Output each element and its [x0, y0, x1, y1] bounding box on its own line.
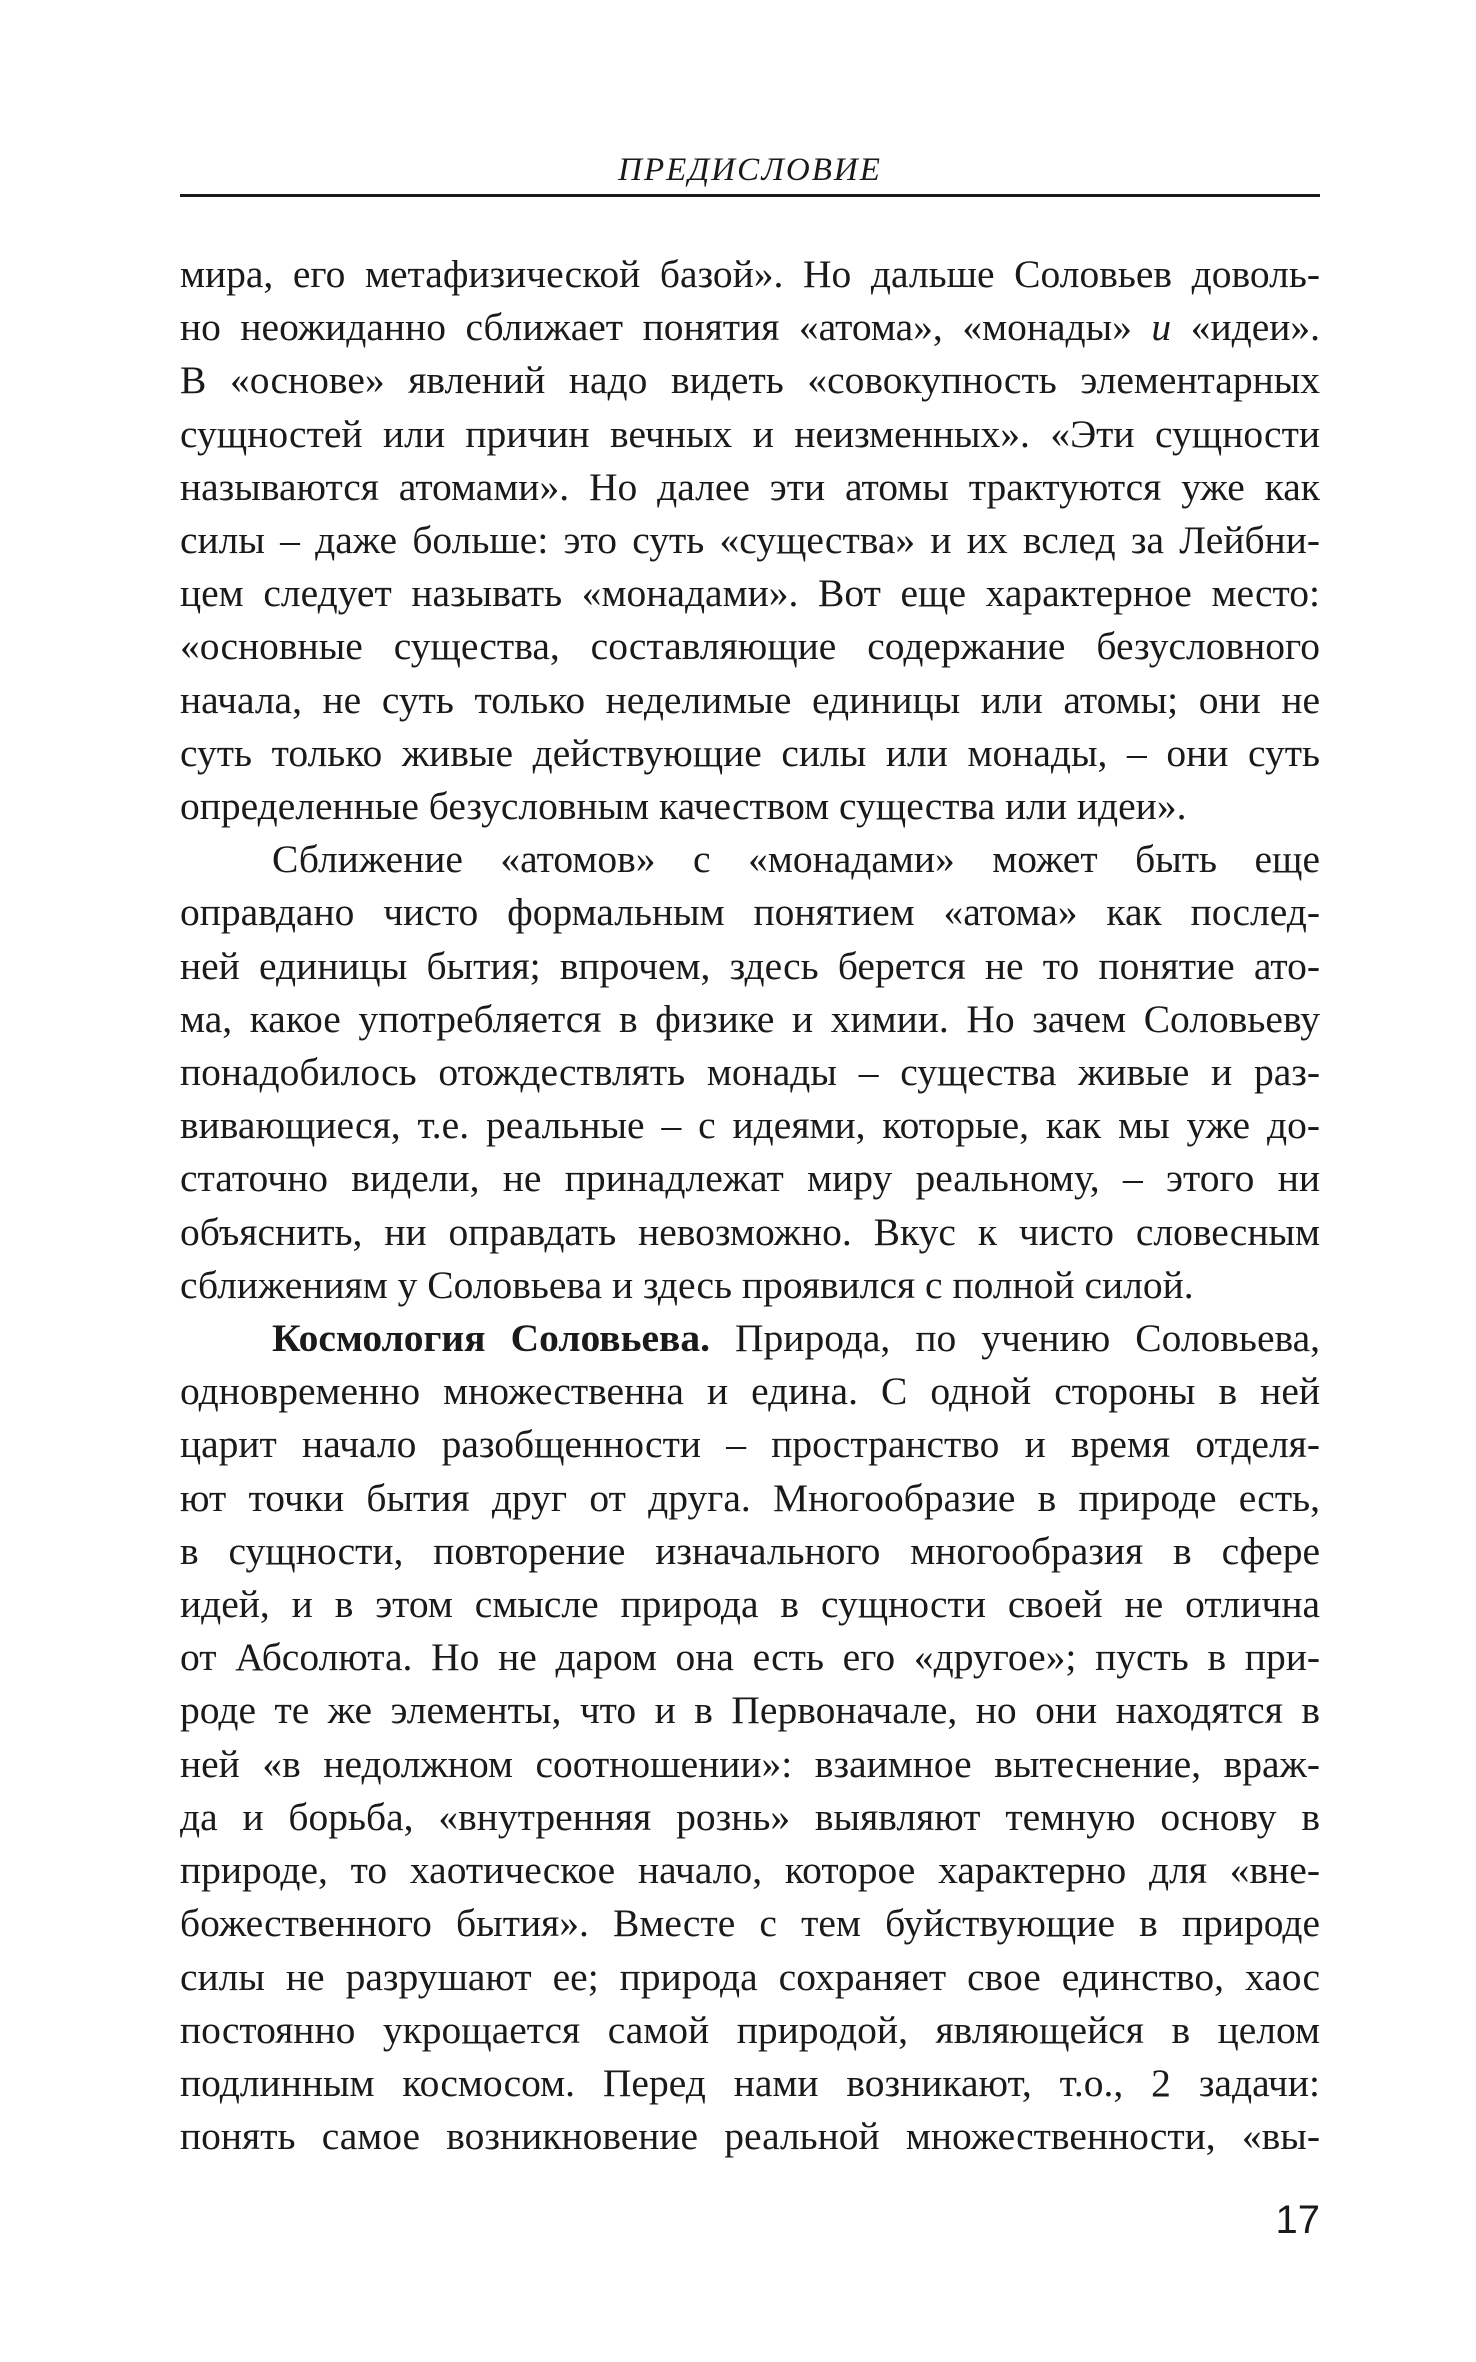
text-line: статочно видели, не принадлежат миру реальному, – этого ни	[180, 1156, 1320, 1201]
text-line: «основные существа, составляющие содержание безусловного	[180, 624, 1320, 669]
text-line: Сближение «атомов» с «монадами» может быть еще	[272, 837, 1320, 882]
text-line: объяснить, ни оправдать невозможно. Вкус к чисто словесным	[180, 1209, 1320, 1254]
text-line: божественного бытия». Вместе с тем буйствующие в природе	[180, 1901, 1320, 1946]
text-line: суть только живые действующие силы или монады, – они суть	[180, 730, 1320, 775]
text-line: в сущности, повторение изначального многообразия в сфере	[180, 1528, 1320, 1573]
text-line: царит начало разобщенности – пространство и время отделя-	[180, 1422, 1320, 1467]
text-line: силы не разрушают ее; природа сохраняет свое единство, хаос	[180, 1954, 1320, 1999]
text-line: силы – даже больше: это суть «существа» и их вслед за Лейбни-	[180, 518, 1320, 563]
text-line: цем следует называть «монадами». Вот еще характерное место:	[180, 571, 1320, 616]
text-line: вивающиеся, т.е. реальные – с идеями, которые, как мы уже до-	[180, 1103, 1320, 1148]
text-line: сущностей или причин вечных и неизменных». «Эти сущности	[180, 411, 1320, 456]
text-line: ней «в недолжном соотношении»: взаимное вытеснение, враж-	[180, 1741, 1320, 1786]
page-number: 17	[1275, 2198, 1320, 2242]
text-fragment: но неожиданно сближает понятия «атома», «монады»	[180, 305, 1132, 350]
text-line: да и борьба, «внутренняя рознь» выявляют темную основу в	[180, 1794, 1320, 1839]
text-line: ней единицы бытия; впрочем, здесь берется не то понятие ато-	[180, 943, 1320, 988]
text-line	[180, 1312, 1320, 1365]
italic-conjunction: и	[1151, 305, 1172, 350]
paragraph-1	[180, 248, 1320, 833]
text-line: природе, то хаотическое начало, которое характерно для «вне-	[180, 1848, 1320, 1893]
text-line: понять самое возникновение реальной множественности, «вы-	[180, 2114, 1320, 2159]
text-line: оправдано чисто формальным понятием «атома» как послед-	[180, 890, 1320, 935]
text-fragment: Природа, по учению Соловьева,	[735, 1316, 1321, 1361]
header-rule	[180, 194, 1320, 197]
text-line: от Абсолюта. Но не даром она есть его «другое»; пусть в при-	[180, 1635, 1320, 1680]
text-line: постоянно укрощается самой природой, являющейся в целом	[180, 2007, 1320, 2052]
text-line: подлинным космосом. Перед нами возникают, т.о., 2 задачи:	[180, 2060, 1320, 2105]
text-line: идей, и в этом смысле природа в сущности своей не отлична	[180, 1582, 1320, 1627]
text-line: роде те же элементы, что и в Первоначале, но они находятся в	[180, 1688, 1320, 1733]
text-line: мира, его метафизической базой». Но дальше Соловьев доволь-	[180, 252, 1320, 296]
text-line: В «основе» явлений надо видеть «совокупность элементарных	[180, 358, 1320, 403]
text-line: определенные безусловным качеством существа или идеи».	[180, 784, 1187, 829]
text-line	[180, 301, 1320, 354]
text-line: сближениям у Соловьева и здесь проявился с полной силой.	[180, 1262, 1194, 1307]
running-head-title: ПРЕДИСЛОВИЕ	[618, 152, 882, 188]
page-text-body	[180, 248, 1320, 2163]
text-line: начала, не суть только неделимые единицы или атомы; они не	[180, 677, 1320, 722]
text-line: ют точки бытия друг от друга. Многообразие в природе есть,	[180, 1475, 1320, 1520]
text-fragment: «идеи».	[1190, 305, 1321, 350]
text-line: понадобилось отождествлять монады – существа живые и раз-	[180, 1050, 1320, 1095]
paragraph-2	[180, 833, 1320, 1312]
section-heading-inline: Космология Соловьева.	[272, 1316, 710, 1361]
text-line: одновременно множественна и едина. С одной стороны в ней	[180, 1369, 1320, 1414]
text-line: называются атомами». Но далее эти атомы трактуются уже как	[180, 464, 1320, 509]
paragraph-3	[180, 1312, 1320, 2163]
text-line: ма, какое употребляется в физике и химии. Но зачем Соловьеву	[180, 996, 1320, 1041]
